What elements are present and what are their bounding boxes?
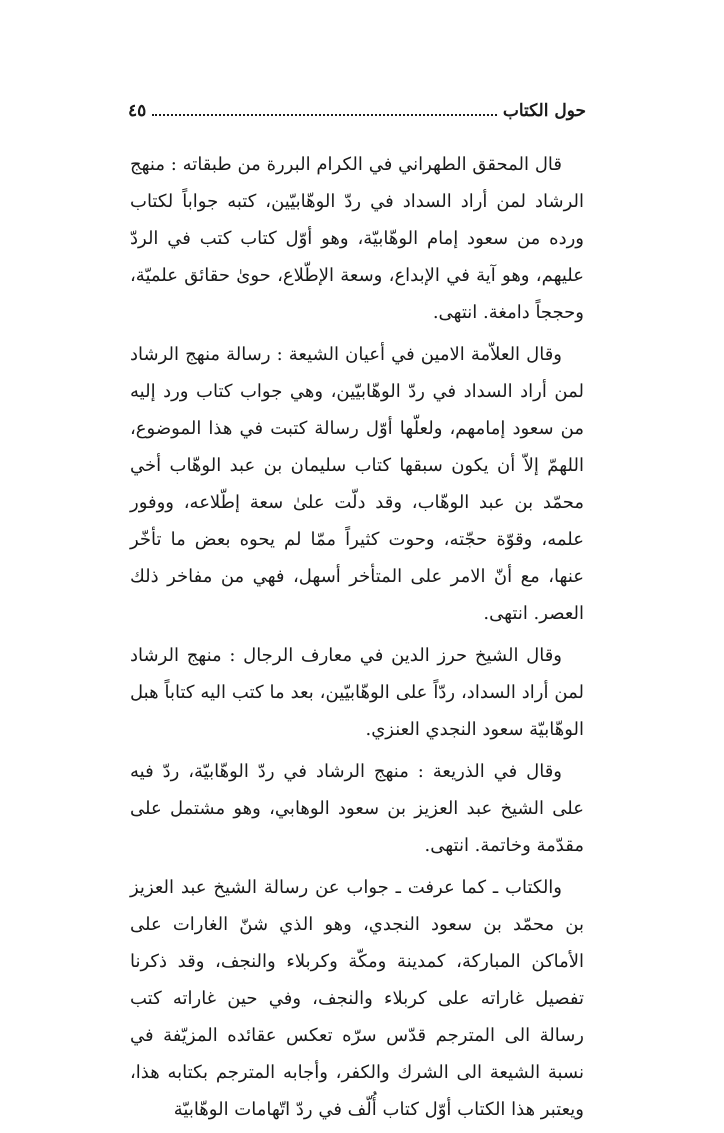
paragraph-maarif-al-rijal: وقال الشيخ حرز الدين في معارف الرجال : منهج الرشاد لمن أراد السداد، ردّاً على الوهّابيّين، بعد ما كتب اليه كتاباً هبل الوهّابيّة سعود النجدي العنزي. <box>130 645 584 740</box>
body-text <box>130 146 584 1133</box>
paragraph-ayan-al-shia: وقال العلاّمة الامين في أعيان الشيعة : رسالة منهج الرشاد لمن أراد السداد في ردّ الوهّابيّين، وهي جواب كتاب ورد إليه من سعود إمامهم، ولعلّها أوّل رسالة كتبت في هذا الموضوع، اللهمّ إلاّ أن يكون سبقها كتاب سليمان بن عبد الوهّاب أخي محمّد بن عبد الوهّاب، وقد دلّت علىٰ سعة إطّلاعه، ووفور علمه، وقوّة حجّته، وحوت كثيراً ممّا لم يحوه بعض ما تأخّر عنها، مع أنّ الامر على المتأخر أسهل، فهي من مفاخر ذلك العصر. انتهى. <box>130 344 584 624</box>
paragraph-al-dharia: وقال في الذريعة : منهج الرشاد في ردّ الوهّابيّة، ردّ فيه على الشيخ عبد العزيز بن سعود الوهابي، وهو مشتمل على مقدّمة وخاتمة. انتهى. <box>130 761 584 856</box>
dot-leader <box>152 114 497 116</box>
running-head-title: حول الكتاب <box>502 101 586 121</box>
page-number: ٤٥ <box>128 101 147 121</box>
running-head <box>128 96 586 126</box>
paragraph-kiram-al-barara: قال المحقق الطهراني في الكرام البررة من طبقاته : منهج الرشاد لمن أراد السداد في ردّ الوهّابيّين، كتبه جواباً لكتاب ورده من سعود إمام الوهّابيّة، وهو أوّل كتاب كتب في الردّ عليهم، وهو آية في الإبداع، وسعة الإطّلاع، حوىٰ حقائق علميّة، وحججاً دامغة. انتهى. <box>130 154 584 323</box>
paragraph-about-book: والكتاب ـ كما عرفت ـ جواب عن رسالة الشيخ عبد العزيز بن محمّد بن سعود النجدي، وهو الذي شنّ الغارات على الأماكن المباركة، كمدينة ومكّة وكربلاء والنجف، وقد ذكرنا تفصيل غاراته على كربلاء والنجف، وفي حين غاراته كتب رسالة الى المترجم قدّس سرّه تعكس عقائده المزيّفة في نسبة الشيعة الى الشرك والكفر، وأجابه المترجم بكتابه هذا، ويعتبر هذا الكتاب أوّل كتاب أُلّف في ردّ اتّهامات الوهّابيّة <box>130 877 585 1120</box>
